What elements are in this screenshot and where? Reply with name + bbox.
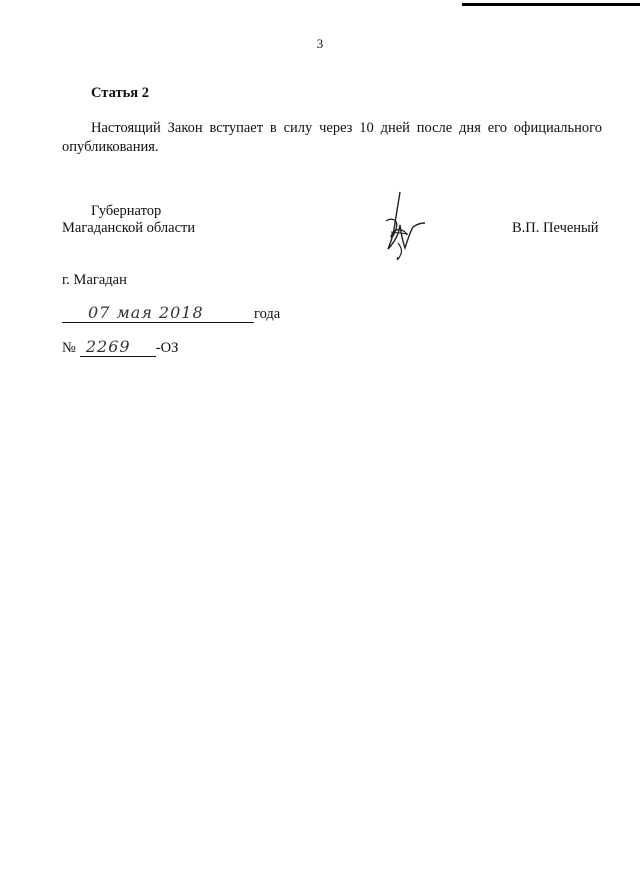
page-number: 3 — [316, 36, 324, 51]
scan-top-edge-line — [462, 3, 640, 6]
place-of-signing: г. Магадан — [62, 272, 127, 288]
handwritten-law-number: 2269 — [85, 337, 131, 356]
article-text-line-2: опубликования. — [62, 139, 159, 155]
handwritten-date: 07 мая 2018 — [88, 303, 204, 322]
article-paragraph — [62, 119, 602, 157]
signatory-title-line-2: Магаданской области — [62, 220, 196, 236]
law-number-line — [62, 337, 179, 357]
date-line — [62, 303, 281, 326]
article-heading: Статья 2 — [91, 85, 149, 101]
number-sign: № — [62, 340, 76, 356]
article-text-line-1: Настоящий Закон вступает в силу через 10 дней после дня его официального — [91, 120, 602, 136]
handwritten-signature — [376, 187, 426, 268]
date-suffix: года — [254, 306, 281, 322]
number-fill-line — [80, 337, 156, 357]
law-number-suffix: -ОЗ — [155, 340, 179, 356]
signatory-title-line-1: Губернатор — [91, 203, 162, 219]
date-fill-line — [62, 303, 254, 323]
signatory-name: В.П. Печеный — [512, 220, 599, 236]
